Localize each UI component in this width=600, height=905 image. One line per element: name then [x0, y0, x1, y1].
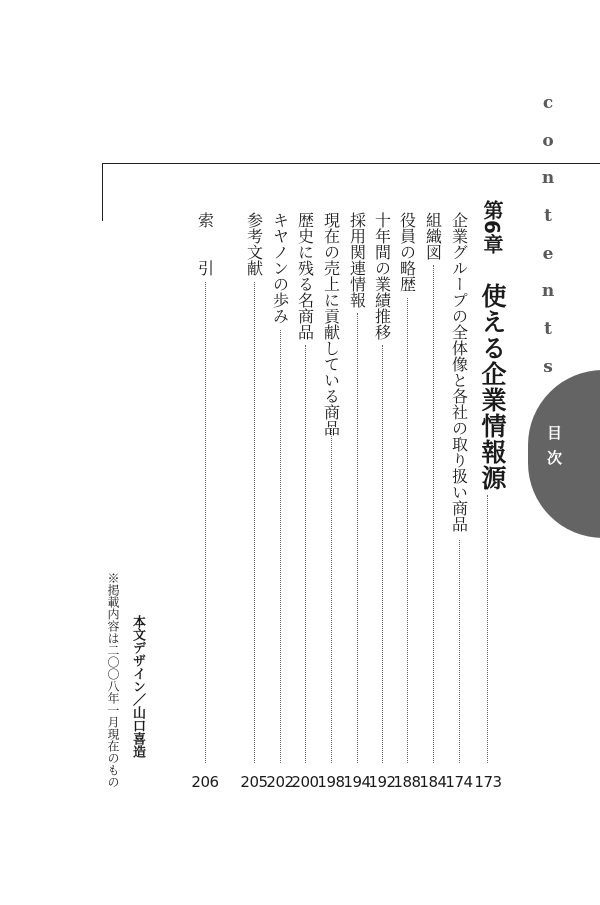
leader-dots: [357, 313, 358, 763]
chapter-number: 第6章: [480, 200, 504, 254]
contents-letter: s: [543, 356, 553, 377]
section-tab-label: 目次: [545, 425, 563, 475]
date-note: ※掲載内容は二〇〇八年一月現在のもの: [106, 572, 120, 788]
toc-entry: [395, 212, 419, 292]
toc-entry-label: 現在の売上に貢献している商品: [321, 212, 341, 436]
contents-letter: o: [542, 130, 554, 151]
toc-entry-page: 202: [266, 773, 294, 791]
toc-entry: [447, 212, 471, 532]
toc-entry-page: 194: [343, 773, 371, 791]
toc-entry: [242, 212, 266, 276]
contents-letter: e: [542, 243, 554, 264]
toc-entry-label: 役員の略歴: [397, 212, 417, 292]
contents-heading: [540, 85, 556, 387]
contents-letter: t: [544, 319, 552, 340]
leader-dots: [382, 345, 383, 763]
leader-dots: [407, 298, 408, 763]
toc-entry: [193, 212, 217, 276]
toc-entry-page: 205: [240, 773, 268, 791]
toc-entry-label: 参考文献: [244, 212, 264, 276]
contents-letter: t: [544, 206, 552, 227]
toc-entry: [293, 212, 317, 340]
chapter-page: 173: [474, 773, 502, 791]
toc-entry-page: 206: [191, 773, 219, 791]
toc-entry: [319, 212, 343, 436]
leader-dots: [254, 282, 255, 763]
leader-dots: [280, 330, 281, 763]
toc-entry-page: 188: [393, 773, 421, 791]
contents-letter: n: [541, 168, 555, 189]
leader-dots: [205, 282, 206, 763]
toc-entry-page: 184: [419, 773, 447, 791]
toc-entry-label: 企業グループの全体像と各社の取り扱い商品: [449, 212, 469, 532]
toc-entry-label: キヤノンの歩み: [270, 212, 290, 324]
contents-letter: c: [542, 93, 554, 113]
toc-entry-page: 200: [291, 773, 319, 791]
toc-entry-page: 174: [445, 773, 473, 791]
toc-entry: [421, 212, 445, 260]
toc-entry-label: 組織図: [423, 212, 443, 260]
leader-dots: [305, 345, 306, 763]
header-rule: [102, 163, 600, 164]
toc-entry-label: 十年間の業績推移: [372, 212, 392, 340]
leader-dots: [487, 495, 488, 763]
toc-entry-label: 採用関連情報: [347, 212, 367, 308]
toc-entry: [345, 212, 369, 308]
toc-entry-label: 歴史に残る名商品: [295, 212, 315, 340]
toc-entry-label: 索 引: [195, 212, 215, 276]
leader-dots: [331, 425, 332, 763]
header-rule-corner: [102, 163, 103, 221]
leader-dots: [459, 540, 460, 763]
contents-letter: n: [541, 281, 555, 302]
chapter-title: 使える企業情報源: [478, 283, 507, 491]
toc-entry-page: 198: [317, 773, 345, 791]
design-credit: 本文デザイン／山口喜造: [130, 615, 145, 758]
toc-entry-page: 192: [368, 773, 396, 791]
toc-entry: [268, 212, 292, 324]
toc-entry: [370, 212, 394, 340]
leader-dots: [433, 265, 434, 763]
